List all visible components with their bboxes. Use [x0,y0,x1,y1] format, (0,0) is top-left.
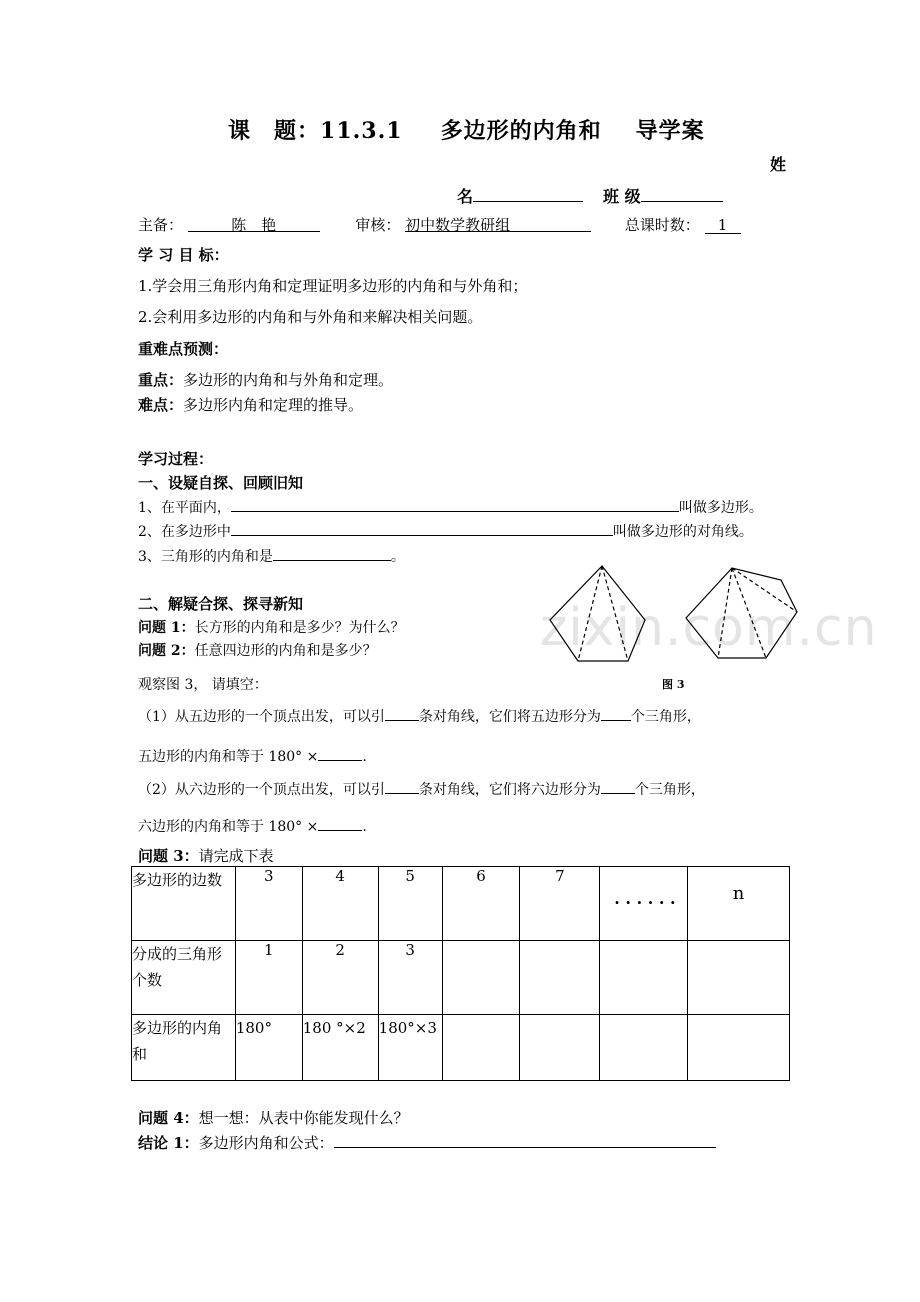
surname-label: 姓 [770,155,787,174]
problem-4: 问题 4：想一想：从表中你能发现什么？ [138,1109,409,1127]
table-cell: 5 [378,867,442,941]
editor-value: 陈 艳 [188,214,320,232]
hexagon-figure [686,568,797,658]
title-label: 课 题： [228,118,321,144]
editor-label: 主备： [138,216,184,234]
conclusion-blank[interactable] [334,1133,716,1148]
title-topic: 多边形的内角和 [440,118,602,144]
table-cell[interactable] [688,941,790,1015]
hours-label: 总课时数： [624,216,700,234]
table-row [132,1015,790,1081]
table-cell[interactable] [442,941,520,1015]
table-cell: 4 [302,867,378,941]
table-cell[interactable] [442,1015,520,1081]
table-cell[interactable] [600,1015,688,1081]
meta-line [138,214,741,235]
table-cell[interactable] [520,1015,600,1081]
goal-item: 2.会利用多边形的内角和与外角和来解决相关问题。 [138,308,483,326]
problem-3: 问题 3：请完成下表 [138,847,274,865]
name-blank[interactable] [473,187,583,202]
table-row [132,941,790,1015]
q2-blank[interactable] [231,521,613,536]
table-row [132,867,790,941]
table-cell: 2 [302,941,378,1015]
name-class-line [457,184,723,207]
pentagon-figure [550,566,645,661]
table-cell: 6 [442,867,520,941]
question-1: 1、在平面内， 叫做多边形。 [138,497,763,517]
fill2-blank-b[interactable] [601,779,635,794]
row-header: 分成的三角形个数 [132,941,236,1015]
table-cell: 180°×3 [378,1015,442,1081]
section1-heading: 一、设疑自探、回顾旧知 [138,474,304,492]
table-cell[interactable] [600,941,688,1015]
table-cell: 180° [235,1015,302,1081]
row-header: 多边形的边数 [132,867,236,941]
conclusion-1: 结论 1：多边形内角和公式： [138,1132,716,1153]
section2-heading: 二、解疑合探、探寻新知 [138,595,304,613]
difficult-point: 难点：多边形内角和定理的推导。 [138,396,364,414]
table-cell: 180 °×2 [302,1015,378,1081]
question-2: 2、在多边形中 叫做多边形的对角线。 [138,521,753,541]
fill1-blank-c[interactable] [318,746,362,761]
table-cell: n [688,867,790,941]
fill-question-2: （2）从六边形的一个顶点出发，可以引 条对角线，它们将六边形分为 个三角形， [138,779,705,799]
table-cell[interactable] [688,1015,790,1081]
q3-blank[interactable] [273,546,391,561]
fill-question-2-line2: 六边形的内角和等于 180° × . [138,816,367,836]
problem-2: 问题 2：任意四边形的内角和是多少？ [138,643,377,659]
observe-text: 观察图 3， 请填空： [138,677,268,693]
question-3: 3、三角形的内角和是 。 [138,546,405,566]
name-label: 名 [457,187,474,206]
watermark: zixin.com.cn [540,598,878,658]
fill-question-1: （1）从五边形的一个顶点出发，可以引 条对角线，它们将五边形分为 个三角形， [138,706,701,726]
table-cell[interactable] [520,941,600,1015]
fill2-blank-a[interactable] [385,779,419,794]
figure-caption: 图 3 [662,678,685,691]
goal-item: 1.学会用三角形内角和定理证明多边形的内角和与外角和； [138,277,528,295]
table-cell: 1 [235,941,302,1015]
fill-question-1-line2: 五边形的内角和等于 180° × . [138,746,367,766]
table-cell: 7 [520,867,600,941]
process-heading: 学习过程： [138,450,214,468]
q1-blank[interactable] [231,497,679,512]
ellipsis-cell: · · · · · · [600,867,688,941]
table-cell: 3 [235,867,302,941]
fill2-blank-c[interactable] [318,816,362,831]
fill1-blank-a[interactable] [385,706,419,721]
class-blank[interactable] [641,187,723,202]
page-title [228,114,705,145]
problem-1: 问题 1：长方形的内角和是多少？为什么？ [138,620,405,636]
class-label: 班 级 [603,187,641,206]
row-header: 多边形的内角和 [132,1015,236,1081]
figure-3-polygons [540,562,810,666]
reviewer-label: 审核： [355,216,401,234]
hours-value: 1 [705,216,741,234]
title-suffix: 导学案 [635,118,705,144]
table-cell: 3 [378,941,442,1015]
key-points-heading: 重难点预测： [138,340,229,358]
reviewer-value: 初中数学教研组 [405,214,591,232]
fill1-blank-b[interactable] [601,706,631,721]
title-code: 11.3.1 [320,118,403,144]
key-point: 重点：多边形的内角和与外角和定理。 [138,371,394,389]
goals-heading: 学 习 目 标： [138,246,229,264]
polygon-table [131,866,790,1081]
